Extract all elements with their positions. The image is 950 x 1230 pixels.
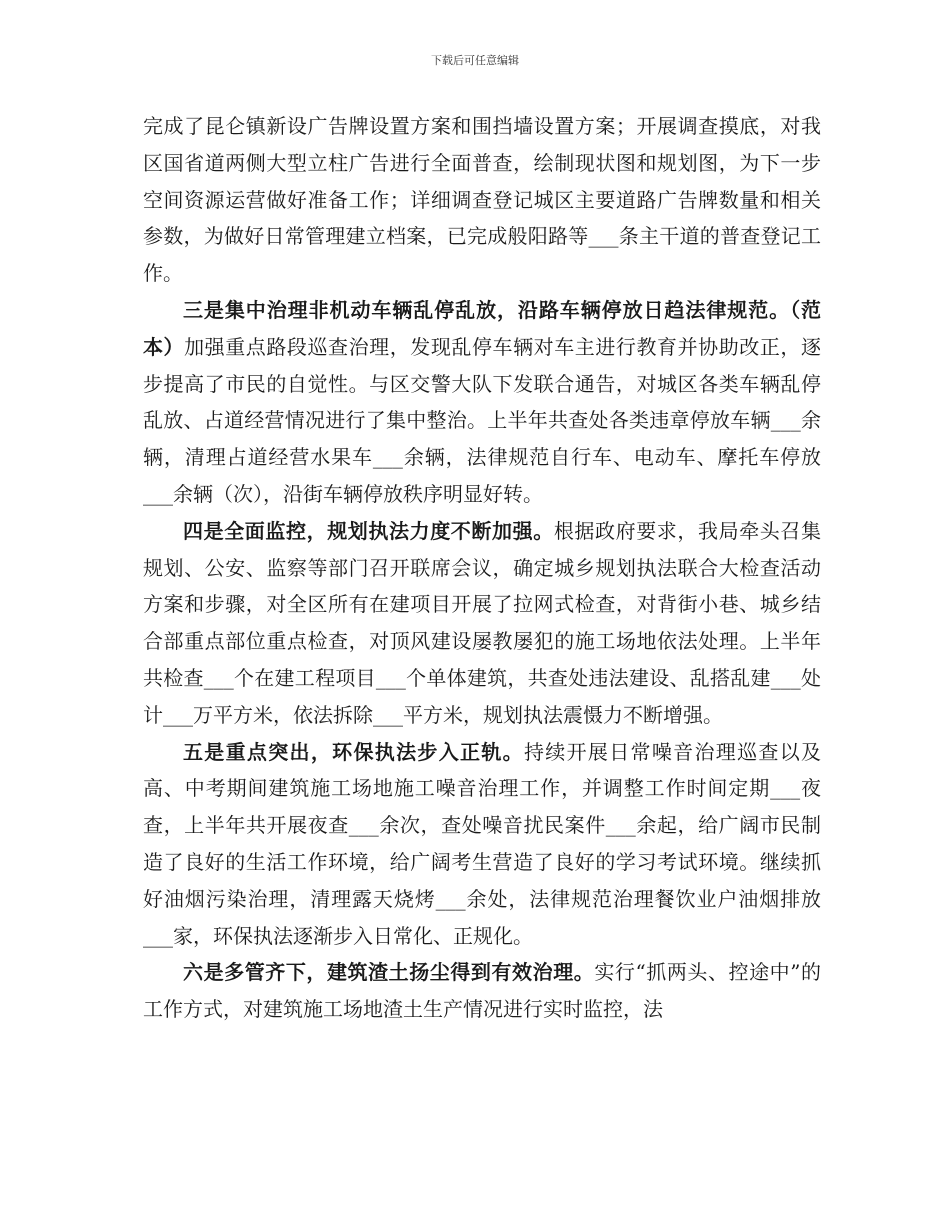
paragraph-parking [143,292,821,513]
paragraph-heading: 六是多管齐下，建筑渣土扬尘得到有效治理。 [183,960,595,985]
paragraph-heading: 四是全面监控，规划执法力度不断加强。 [183,518,554,543]
paragraph-heading: 三是集中治理非机动车辆乱停乱放，沿路车辆停放日趋法律规范。（范本） [143,297,821,359]
paragraph-text: 实行“抓两头、控途中”的工作方式，对建筑施工场地渣土生产情况进行实时监控，法 [143,960,822,1022]
paragraph-heading: 五是重点突出，环保执法步入正轨。 [183,739,524,764]
paragraph-environmental-enforcement [143,734,821,955]
paragraph-continuation [143,108,821,292]
paragraph-text: 加强重点路段巡查治理，发现乱停车辆对车主进行教育并协助改正，逐步提高了市民的自觉性。与区交警大队下发联合通告，对城区各类车辆乱停乱放、占道经营情况进行了集中整治。上半年共查处各类违章停放车辆___余辆，清理占道经营水果车___余辆，法律规范自行车、电动车、摩托车停放___余辆（次），沿街车辆停放秩序明显好转。 [143,334,821,506]
document-body [143,108,821,1028]
paragraph-planning-enforcement [143,513,821,734]
paragraph-text: 完成了昆仑镇新设广告牌设置方案和围挡墙设置方案；开展调查摸底，对我区国省道两侧大型立柱广告进行全面普查，绘制现状图和规划图，为下一步空间资源运营做好准备工作；详细调查登记城区主要道路广告牌数量和相关参数，为做好日常管理建立档案，已完成般阳路等___条主干道的普查登记工作。 [143,114,821,286]
paragraph-text: 持续开展日常噪音治理巡查以及高、中考期间建筑施工场地施工噪音治理工作，并调整工作时间定期___夜查，上半年共开展夜查___余次，查处噪音扰民案件___余起，给广阔市民制造了良好的生活工作环境，给广阔考生营造了良好的学习考试环境。继续抓好油烟污染治理，清理露天烧烤___余处，法律规范治理餐饮业户油烟排放___家，环保执法逐渐步入日常化、正规化。 [143,739,822,948]
paragraph-text: 根据政府要求，我局牵头召集规划、公安、监察等部门召开联席会议，确定城乡规划执法联合大检查活动方案和步骤，对全区所有在建项目开展了拉网式检查，对背街小巷、城乡结合部重点部位重点检查，对顶风建设屡教屡犯的施工场地依法处理。上半年共检查___个在建工程项目___个单体建筑，共查处违法建设、乱搭乱建___处计___万平方米，依法拆除___平方米，规划执法震慑力不断增强。 [143,518,822,727]
paragraph-dust-control [143,954,821,1028]
page-header: 下载后可任意编辑 [431,54,519,67]
